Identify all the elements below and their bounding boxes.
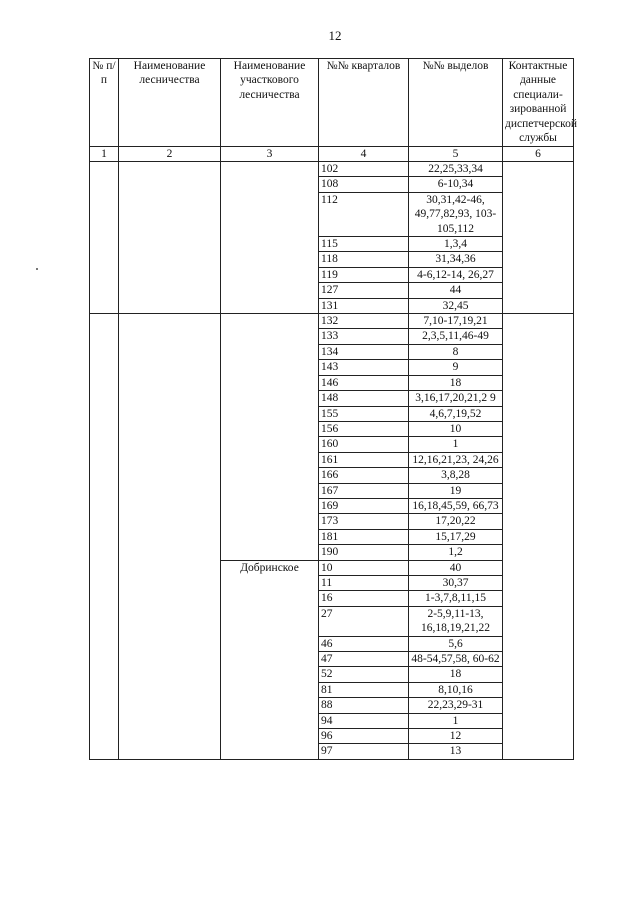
parcel-cell: 4,6,7,19,52: [409, 406, 503, 421]
contacts-cell: [503, 162, 574, 314]
uchastkovoe-cell: [221, 162, 319, 314]
quarter-cell: 118: [319, 252, 409, 267]
parcel-cell: 3,8,28: [409, 468, 503, 483]
quarter-cell: 133: [319, 329, 409, 344]
num-cell: [90, 314, 119, 760]
col-number: 4: [319, 147, 409, 162]
parcel-cell: 15,17,29: [409, 529, 503, 544]
quarter-cell: 169: [319, 498, 409, 513]
parcel-cell: 10: [409, 421, 503, 436]
col-number: 5: [409, 147, 503, 162]
uchastkovoe-name: Добринское: [221, 560, 319, 759]
parcel-cell: 1: [409, 437, 503, 452]
parcel-cell: 22,23,29-31: [409, 698, 503, 713]
lesnichestvo-cell: [119, 162, 221, 314]
parcel-cell: 6-10,34: [409, 177, 503, 192]
quarter-cell: 11: [319, 575, 409, 590]
header-num: № п/п: [90, 59, 119, 147]
quarter-cell: 155: [319, 406, 409, 421]
parcel-cell: 32,45: [409, 298, 503, 313]
parcel-cell: 8,10,16: [409, 682, 503, 697]
quarter-cell: 161: [319, 452, 409, 467]
lesnichestvo-cell: [119, 314, 221, 760]
forest-table: [89, 58, 578, 760]
quarter-cell: 167: [319, 483, 409, 498]
parcel-cell: 8: [409, 344, 503, 359]
quarter-cell: 81: [319, 682, 409, 697]
parcel-cell: 4-6,12-14, 26,27: [409, 267, 503, 282]
parcel-cell: 16,18,45,59, 66,73: [409, 498, 503, 513]
column-number-row: [90, 147, 574, 162]
parcel-cell: 12,16,21,23, 24,26: [409, 452, 503, 467]
parcel-cell: 30,37: [409, 575, 503, 590]
header-uchastkovoe: Наименование участкового лесничества: [221, 59, 319, 147]
scan-speck: [36, 268, 38, 270]
quarter-cell: 16: [319, 591, 409, 606]
header-contacts: Контактные данные специали-зированной диспетчерской службы: [503, 59, 574, 147]
quarter-cell: 146: [319, 375, 409, 390]
quarter-cell: 88: [319, 698, 409, 713]
parcel-cell: 44: [409, 283, 503, 298]
quarter-cell: 108: [319, 177, 409, 192]
header-row: [90, 59, 574, 147]
quarter-cell: 131: [319, 298, 409, 313]
quarter-cell: 119: [319, 267, 409, 282]
quarter-cell: 132: [319, 314, 409, 329]
parcel-cell: 19: [409, 483, 503, 498]
quarter-cell: 190: [319, 545, 409, 560]
quarter-cell: 96: [319, 729, 409, 744]
table-row: [90, 314, 574, 329]
parcel-cell: 13: [409, 744, 503, 759]
quarter-cell: 10: [319, 560, 409, 575]
parcel-cell: 2-5,9,11-13, 16,18,19,21,22: [409, 606, 503, 636]
parcel-cell: 1: [409, 713, 503, 728]
col-number: 2: [119, 147, 221, 162]
parcel-cell: 31,34,36: [409, 252, 503, 267]
parcel-cell: 9: [409, 360, 503, 375]
col-number: 3: [221, 147, 319, 162]
parcel-cell: 5,6: [409, 636, 503, 651]
col-number: 1: [90, 147, 119, 162]
header-kvartaly: №№ кварталов: [319, 59, 409, 147]
quarter-cell: 52: [319, 667, 409, 682]
quarter-cell: 156: [319, 421, 409, 436]
parcel-cell: 40: [409, 560, 503, 575]
parcel-cell: 1,2: [409, 545, 503, 560]
quarter-cell: 127: [319, 283, 409, 298]
header-lesnichestvo: Наименование лесничества: [119, 59, 221, 147]
quarter-cell: 112: [319, 192, 409, 236]
parcel-cell: 1,3,4: [409, 237, 503, 252]
quarter-cell: 47: [319, 652, 409, 667]
quarter-cell: 181: [319, 529, 409, 544]
quarter-cell: 46: [319, 636, 409, 651]
parcel-cell: 18: [409, 667, 503, 682]
contacts-cell: [503, 314, 574, 760]
quarter-cell: 102: [319, 162, 409, 177]
table-row: [90, 162, 574, 177]
num-cell: [90, 162, 119, 314]
quarter-cell: 173: [319, 514, 409, 529]
quarter-cell: 143: [319, 360, 409, 375]
quarter-cell: 27: [319, 606, 409, 636]
quarter-cell: 115: [319, 237, 409, 252]
col-number: 6: [503, 147, 574, 162]
quarter-cell: 134: [319, 344, 409, 359]
quarter-cell: 166: [319, 468, 409, 483]
quarter-cell: 148: [319, 391, 409, 406]
parcel-cell: 17,20,22: [409, 514, 503, 529]
parcel-cell: 1-3,7,8,11,15: [409, 591, 503, 606]
parcel-cell: 18: [409, 375, 503, 390]
quarter-cell: 97: [319, 744, 409, 759]
parcel-cell: 48-54,57,58, 60-62: [409, 652, 503, 667]
header-vydely: №№ выделов: [409, 59, 503, 147]
quarter-cell: 160: [319, 437, 409, 452]
parcel-cell: 12: [409, 729, 503, 744]
page-number: 12: [328, 28, 342, 43]
quarter-cell: 94: [319, 713, 409, 728]
uchastkovoe-cell: [221, 314, 319, 561]
parcel-cell: 22,25,33,34: [409, 162, 503, 177]
parcel-cell: 2,3,5,11,46-49: [409, 329, 503, 344]
parcel-cell: 7,10-17,19,21: [409, 314, 503, 329]
parcel-cell: 3,16,17,20,21,2 9: [409, 391, 503, 406]
parcel-cell: 30,31,42-46, 49,77,82,93, 103-105,112: [409, 192, 503, 236]
